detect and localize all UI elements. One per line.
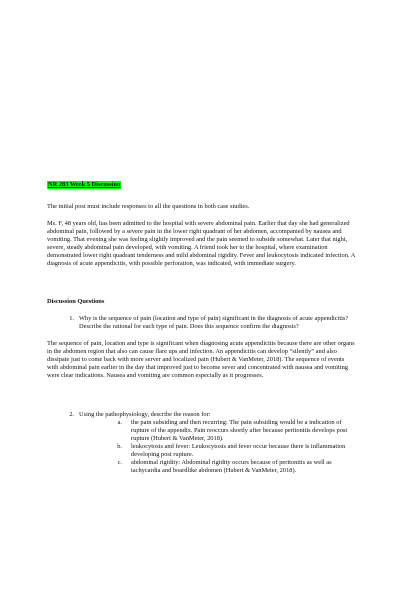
intro-paragraph: The initial post must include responses to all the questions in both case studies. [47,203,250,210]
case-study-paragraph: Ms. F, 48 years old, has been admitted to the hospital with severe abdominal pain. Earlier that day she had generalized abdominal pain, followed by a severe pain in the lower right quadrant of her abdomen, accompanied by nausea and vomiting. That evening she was feeling slightly improved and the pain seemed to subside somewhat. Later that night, severe, steady abdominal pain developed, with vomiting. A friend took her to the hospital, where examination demonstrated lower right quadrant tenderness and mild abdominal rigidity. Fever and leukocytosis indicated infection. A diagnosis of acute appendicitis, with possible perforation, was indicated, with immediate surgery. [47,220,356,267]
document-title-line [47,181,357,189]
document-title: NR 283 Week 5 Discussion [48,181,121,188]
question-2-text: Using the pathophysiology, describe the reason for: [79,411,211,418]
document-body [47,181,357,475]
question-1-number: 1. [69,315,74,322]
list-item-text: abdominal rigidity: Abdominal rigidity occurs because of peritonitis as well as tachycardia and boardlike abdomen (Hubert & VanMeter, 2018). [131,459,332,474]
section-heading: Discussion Questions [47,298,105,305]
answer-1-paragraph: The sequence of pain, location and type is significant when diagnosing acute appendicitis because there are other organs in the abdomen region that also can cause flare ups and infection. An appendicitis can develop “silently” and also dissipate just to come back with more server and localized pain (Hubert & VanMeter, 2018). The sequence of events with abdominal pain earlier in the day that improved just to become sever and concentrated with nausea and vomiting were clear indications. Nausea and vomiting are common especially as it progresses. [47,340,355,379]
list-item-letter: b. [117,443,122,450]
question-2-sublist [47,419,357,475]
list-item-text: leukocytosis and fever: Leukocytosis and fever occur because there is inflammation developing post rupture. [131,443,346,458]
question-1-text: Why is the sequence of pain (location and type of pain) significant in the diagnosis of acute appendicitis? Describe the rational for each type of pain. Does this sequence confirm the diagnosis? [79,315,349,330]
list-item-letter: c. [117,459,122,466]
list-item [47,419,357,443]
question-2 [47,411,357,419]
list-item [47,459,357,475]
question-2-number: 2. [69,411,74,418]
list-item-letter: a. [117,419,122,426]
question-1 [47,315,357,331]
list-item [47,443,357,459]
list-item-text: the pain subsiding and then recurring: The pain subsiding would be a indication of rupture of the appendix. Pain reoccurs shortly after because peritonitis develops post rupture (Hubert & VanMeter, 2018). [131,419,348,442]
